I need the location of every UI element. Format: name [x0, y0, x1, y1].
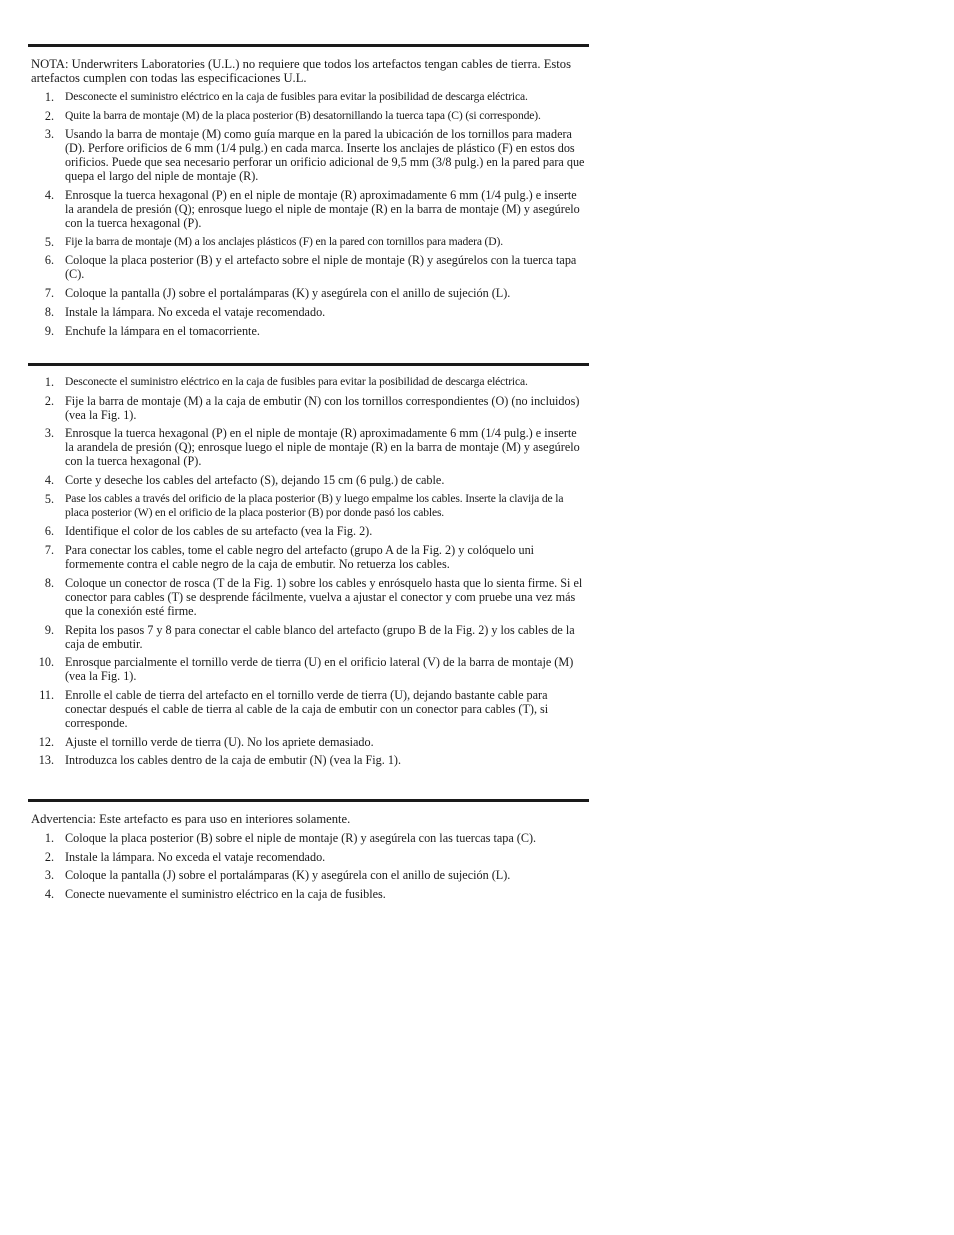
list-item: [28, 831, 589, 845]
list-item: [28, 109, 589, 123]
step-number: 4.: [44, 887, 54, 902]
step-number: 1.: [44, 831, 54, 845]
list-item: [28, 394, 589, 422]
step-text: Desconecte el suministro eléctrico en la caja de fusibles para evitar la posibilidad de descarga eléctrica.: [65, 375, 528, 388]
step-number: 2.: [44, 393, 54, 408]
step-number: 7.: [44, 286, 54, 301]
step-number: 1.: [44, 375, 54, 389]
ul-note: NOTA: Underwriters Laboratories (U.L.) no requiere que todos los artefactos tengan cables de tierra. Estos artefactos cumplen con todas las especificaciones U.L.: [31, 57, 571, 85]
list-item: [28, 753, 589, 767]
list-item: [28, 286, 589, 300]
step-text: Usando la barra de montaje (M) como guía marque en la pared la ubicación de los tornillos para madera (D). Perfore orificios de 6 mm (1/4 pulg.) en cada marca. Inserte los anclajes de plástico (F) en estos dos orificios. Puede que sea necesario perforar un orificio adicional de 9,5 mm (3/8 pulg.) en la pared para que quepa el largo del niple de montaje (R).: [65, 127, 585, 184]
step-text: Para conectar los cables, tome el cable negro del artefacto (grupo A de la Fig. 2) y colóquelo uni formemente contra el cable negro de la caja de embutir. No retuerza los cables.: [65, 543, 535, 572]
step-number: 4.: [44, 473, 54, 488]
list-item: [28, 887, 589, 901]
step-number: 6.: [44, 253, 54, 268]
wiring-steps: [28, 375, 589, 767]
step-text: Coloque la placa posterior (B) sobre el niple de montaje (R) y asegúrela con las tuercas tapa (C).: [65, 831, 537, 845]
step-text: Instale la lámpara. No exceda el vataje recomendado.: [65, 849, 326, 864]
list-item: [28, 426, 589, 468]
step-number: 10.: [38, 655, 54, 670]
step-text: Ajuste el tornillo verde de tierra (U). No los apriete demasiado.: [65, 734, 374, 749]
step-number: 7.: [44, 543, 54, 558]
list-item: [28, 850, 589, 864]
step-text: Introduzca los cables dentro de la caja de embutir (N) (vea la Fig. 1).: [65, 753, 402, 768]
list-item: [28, 492, 589, 520]
step-number: 9.: [44, 622, 54, 637]
list-item: [28, 324, 589, 338]
step-number: 2.: [44, 849, 54, 864]
step-number: 2.: [44, 108, 54, 123]
list-item: [28, 735, 589, 749]
step-number: 13.: [38, 753, 54, 768]
list-item: [28, 375, 589, 389]
step-text: Enrosque la tuerca hexagonal (P) en el niple de montaje (R) aproximadamente 6 mm (1/4 pulg.) e inserte la arandela de presión (Q); enrosque luego el niple de montaje (R) en la barra de montaje (M) y asegúrelo con la tuerca hexagonal (P).: [65, 188, 580, 231]
finishing-section: [28, 799, 589, 906]
step-text: Coloque un conector de rosca (T de la Fig. 1) sobre los cables y enrósquelo hasta que lo sienta firme. Si el conector para cables (T) se desprende fácilmente, vuelva a ajustar el conector y com pruebe una vez más que la conexión esté firme.: [65, 575, 583, 618]
list-item: [28, 188, 589, 230]
list-item: [28, 90, 589, 104]
step-text: Fije la barra de montaje (M) a la caja de embutir (N) con los tornillos correspondientes (O) (no incluidos) (vea la Fig. 1).: [65, 393, 580, 422]
step-number: 5.: [44, 491, 54, 506]
list-item: [28, 473, 589, 487]
lamp-installation-steps: [28, 90, 589, 338]
list-item: [28, 235, 589, 249]
list-item: [28, 127, 589, 183]
list-item: [28, 253, 589, 281]
step-text: Identifique el color de los cables de su artefacto (vea la Fig. 2).: [65, 524, 373, 539]
list-item: [28, 576, 589, 618]
step-text: Repita los pasos 7 y 8 para conectar el cable blanco del artefacto (grupo B de la Fig. 2) y los cables de la caja de embutir.: [65, 622, 575, 651]
step-number: 5.: [44, 234, 54, 249]
step-text: Coloque la pantalla (J) sobre el portalámparas (K) y asegúrela con el anillo de sujeción (L).: [65, 868, 511, 883]
step-number: 9.: [44, 323, 54, 338]
step-number: 11.: [39, 687, 54, 702]
step-text: Coloque la pantalla (J) sobre el portalámparas (K) y asegúrela con el anillo de sujeción (L).: [65, 286, 511, 301]
step-text: Instale la lámpara. No exceda el vataje recomendado.: [65, 304, 326, 319]
step-text: Desconecte el suministro eléctrico en la caja de fusibles para evitar la posibilidad de descarga eléctrica.: [65, 90, 528, 103]
list-item: [28, 868, 589, 882]
list-item: [28, 524, 589, 538]
step-text: Corte y deseche los cables del artefacto (S), dejando 15 cm (6 pulg.) de cable.: [65, 473, 445, 488]
warning-note: Advertencia: Este artefacto es para uso en interiores solamente.: [31, 812, 351, 826]
step-text: Enrosque parcialmente el tornillo verde de tierra (U) en el orificio lateral (V) de la barra de montaje (M) (vea la Fig. 1).: [65, 655, 574, 684]
list-item: [28, 623, 589, 651]
list-item: [28, 688, 589, 730]
step-text: Enrosque la tuerca hexagonal (P) en el niple de montaje (R) aproximadamente 6 mm (1/4 pulg.) e inserte la arandela de presión (Q); enrosque luego el niple de montaje (R) en la barra de montaje (M) y asegúrelo con la tuerca hexagonal (P).: [65, 426, 580, 469]
list-item: [28, 543, 589, 571]
step-text: Pase los cables a través del orificio de la placa posterior (B) y luego empalme los cables. Inserte la clavija de la placa posterior (W) en el orificio de la placa posterior (B) por donde pasó los cables.: [65, 491, 564, 519]
step-text: Coloque la placa posterior (B) y el artefacto sobre el niple de montaje (R) y asegúrelos con la tuerca tapa (C).: [65, 253, 577, 282]
step-text: Quite la barra de montaje (M) de la placa posterior (B) desatornillando la tuerca tapa (C) (si corresponde).: [65, 108, 541, 122]
wiring-section: [28, 363, 589, 772]
list-item: [28, 305, 589, 319]
step-number: 3.: [44, 127, 54, 142]
step-text: Enrolle el cable de tierra del artefacto en el tornillo verde de tierra (U), dejando bastante cable para conectar después el cable de tierra al cable de la caja de embutir con un conector para cables (T), si corresponde.: [65, 687, 549, 730]
step-text: Enchufe la lámpara en el tomacorriente.: [65, 323, 260, 338]
step-number: 8.: [44, 304, 54, 319]
lamp-installation-section: [28, 44, 589, 342]
step-number: 1.: [44, 90, 54, 104]
list-item: [28, 655, 589, 683]
finishing-steps: [28, 831, 589, 901]
step-number: 12.: [38, 734, 54, 749]
step-number: 8.: [44, 575, 54, 590]
step-text: Fije la barra de montaje (M) a los anclajes plásticos (F) en la pared con tornillos para madera (D).: [65, 234, 503, 248]
step-number: 3.: [44, 426, 54, 441]
step-number: 3.: [44, 868, 54, 883]
step-number: 6.: [44, 524, 54, 539]
step-text: Conecte nuevamente el suministro eléctrico en la caja de fusibles.: [65, 887, 386, 902]
step-number: 4.: [44, 188, 54, 203]
